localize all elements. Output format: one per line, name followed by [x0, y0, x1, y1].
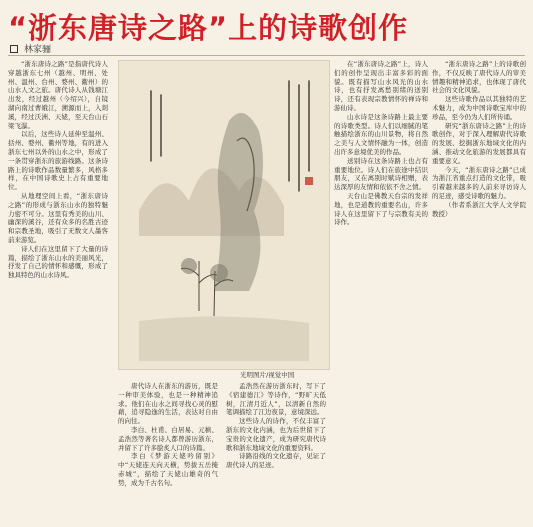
paragraph: 研究“浙东唐诗之路”上的诗歌创作，对于深入理解唐代诗歌的发展、挖掘浙东地域文化的内涵、推动文化旅游的发展都具有重要意义。: [432, 121, 526, 165]
article-title: “浙东唐诗之路”上的诗歌创作: [8, 11, 409, 45]
article-column-5: [432, 60, 526, 521]
byline: [10, 42, 51, 55]
paragraph: 孟浩然在游历浙东时，写下了《宿建德江》等诗作，“野旷天低树，江清月近人”，以清新自然的笔调描绘了江边夜景，意境深远。: [226, 382, 326, 417]
paragraph: 这些诗歌作品以其独特的艺术魅力，成为中国诗歌宝库中的珍品，至今仍为人们所传诵。: [432, 95, 526, 121]
paragraph: 今天，“浙东唐诗之路”已成为浙江省重点打造的文化带，吸引着越来越多的人前来寻访诗人的足迹，感受诗歌的魅力。: [432, 165, 526, 200]
paragraph: 这些诗人的诗作，不仅丰富了浙东的文化内涵，也为后世留下了宝贵的文化遗产，成为研究唐代诗歌和浙东地域文化的重要资料。: [226, 417, 326, 452]
paragraph: 在“浙东唐诗之路”上，诗人们的创作呈现出丰富多彩的面貌。既有描写山水风光的山水诗，也有抒发离愁别绪的送别诗，还有表现宗教情怀的禅诗和游仙诗。: [334, 60, 428, 112]
article-column-2: [118, 382, 218, 521]
painting-illustration: [119, 61, 329, 369]
byline-square-icon: [10, 45, 18, 53]
paragraph: （作者系浙江大学人文学院教授）: [432, 200, 526, 218]
paragraph: 李白、杜甫、白居易、元稹、孟浩然等著名诗人都曾游历浙东，并留下了许多脍炙人口的诗篇。: [118, 425, 218, 452]
author-name: 林家骊: [24, 45, 52, 55]
paragraph: “浙东唐诗之路”上的诗歌创作，不仅反映了唐代诗人的审美情趣和精神追求，也体现了唐代社会的文化风貌。: [432, 60, 526, 95]
article-column-1: [8, 60, 108, 521]
paragraph: 从地理空间上看，“浙东唐诗之路”的形成与浙东山水的独特魅力密不可分。这里有秀美的山川、幽深的溪谷，还有众多的名胜古迹和宗教圣地，吸引了无数文人墨客前来游览。: [8, 191, 108, 244]
paragraph: 诗路沿线的文化遗存，见证了唐代诗人的足迹。: [226, 452, 326, 470]
paragraph: 送别诗在这条诗路上也占有重要地位。诗人们在旅途中结识朋友，又在离别时赋诗相赠，表达深厚的友情和依依不舍之情。: [334, 156, 428, 192]
paragraph: 李白《梦游天姥吟留别》中“天姥连天向天横，势拔五岳掩赤城”，描绘了天姥山雄奇的气势，成为千古名句。: [118, 452, 218, 487]
article-column-4: [334, 60, 428, 521]
paragraph: 诗人们在这里留下了大量的诗篇，描绘了浙东山水的美丽风光，抒发了自己的情怀和感慨，形成了独具特色的山水诗风。: [8, 244, 108, 280]
title-rule: [8, 55, 525, 56]
image-caption: 光明图片/视觉中国: [240, 371, 295, 379]
paragraph: 唐代诗人在浙东的游历，既是一种审美体验，也是一种精神追求。他们在山水之间寻找心灵的慰藉，追寻隐逸的生活，表达对自由的向往。: [118, 382, 218, 426]
paragraph: 以后，这些诗人延伸至温州、括州、婺州、衢州等地，有的进入浙东七州以外的山水之中，形成了一条贯穿浙东的旅游线路。这条诗路上的诗歌作品数量繁多，风格多样，在中国诗歌史上占有重要地位。: [8, 130, 108, 192]
paragraph: 山水诗是这条诗路上最主要的诗歌类型。诗人们以细腻的笔触描绘浙东的山川景物，将自然之美与人文情怀融为一体，创造出许多意境优美的作品。: [334, 112, 428, 156]
ink-painting-image: [118, 60, 330, 370]
paragraph: 天台山是佛教天台宗的发祥地，也是道教的重要名山，许多诗人在这里留下了与宗教有关的诗作。: [334, 191, 428, 227]
paragraph: “浙东唐诗之路”是指唐代诗人穿越浙东七州（越州、明州、处州、温州、台州、婺州、衢州）的山水人文之旅。唐代诗人从钱塘江出发，经过越州（今绍兴），自镜湖向南过曹娥江，溯源而上，入剡溪，经过沃洲、天姥，至天台山石梁飞瀑。: [8, 60, 108, 130]
article-column-3: [226, 382, 326, 521]
